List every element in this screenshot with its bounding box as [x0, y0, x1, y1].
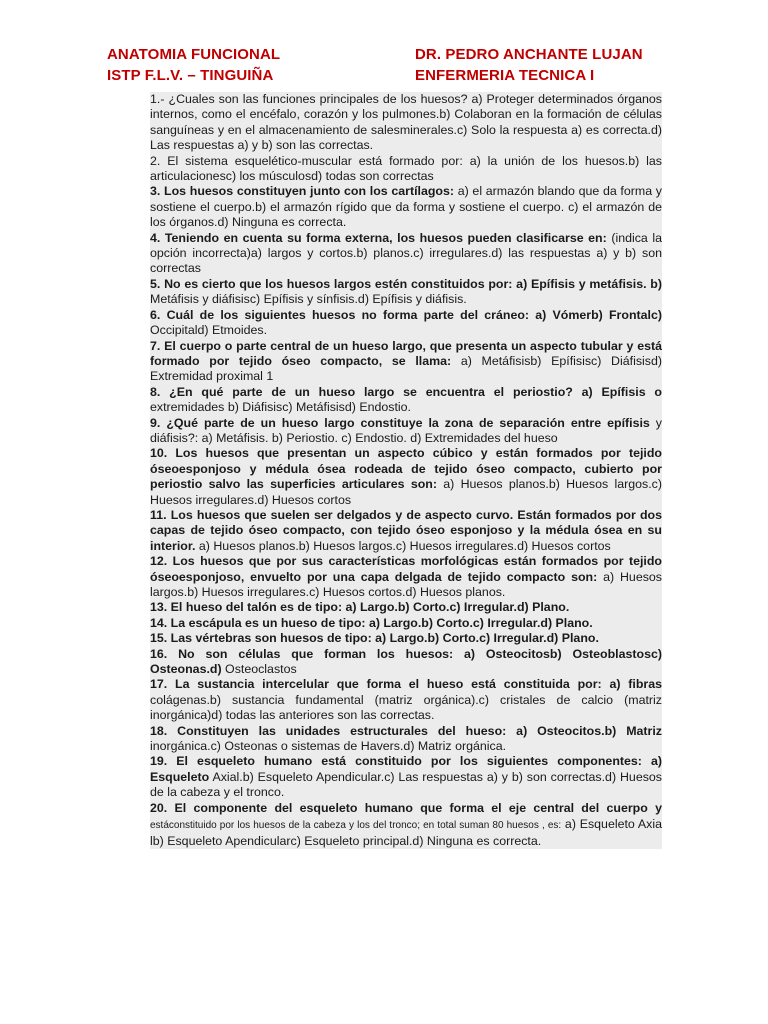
question-6: 6. Cuál de los siguientes huesos no forma parte del cráneo: a) Vómerb) Frontalc) Occipitald) Etmoides. [150, 307, 662, 338]
question-3: 3. Los huesos constituyen junto con los cartílagos: a) el armazón blando que da forma y sostiene el cuerpo.b) el armazón rígido que da forma y sostiene el cuerpo. c) el armazón de los órganos.d) Ninguna es correcta. [150, 184, 662, 230]
question-10: 10. Los huesos que presentan un aspecto cúbico y están formados por tejido óseoesponjoso y médula ósea rodeada de tejido óseo compacto, cubierto por periostio salvo las superficies articulares son: a) Huesos planos.b) Huesos largos.c) Huesos irregulares.d) Huesos cortos [150, 446, 662, 507]
instructor-name: DR. PEDRO ANCHANTE LUJAN [415, 46, 643, 63]
question-20: 20. El componente del esqueleto humano que forma el eje central del cuerpo y estáconstituido por los huesos de la cabeza y los del tronco; en total suman 80 huesos , es: a) Esqueleto Axia lb) Esqueleto Apendicularc) Esqueleto principal.d) Ninguna es correcta. [150, 800, 662, 848]
question-5: 5. No es cierto que los huesos largos estén constituidos por: a) Epífisis y metáfisis. b) Metáfisis y diáfisisc) Epífisis y sínfisis.d) Epífisis y diáfisis. [150, 276, 662, 307]
question-8: 8. ¿En qué parte de un hueso largo se encuentra el periostio? a) Epífisis o extremidades b) Diáfisisc) Metáfisisd) Endostio. [150, 384, 662, 415]
question-19: 19. El esqueleto humano está constituido por los siguientes componentes: a) Esqueleto Axial.b) Esqueleto Apendicular.c) Las respuestas a) y b) son correctas.d) Huesos de la cabeza y el tronco. [150, 754, 662, 800]
question-7: 7. El cuerpo o parte central de un hueso largo, que presenta un aspecto tubular y está formado por tejido óseo compacto, se llama: a) Metáfisisb) Epífisisc) Diáfisisd) Extremidad proximal 1 [150, 338, 662, 384]
question-1: 1.- ¿Cuales son las funciones principales de los huesos? a) Proteger determinados órganos internos, como el encéfalo, corazón y los pulmones.b) Colaboran en la formación de células sanguíneas y en el almacenamiento de salesminerales.c) Solo la respuesta a) es correcta.d) Las respuestas a) y b) son las correctas. [150, 92, 662, 153]
question-12: 12. Los huesos que por sus características morfológicas están formados por tejido óseoesponjoso, envuelto por una capa delgada de tejido compacto son: a) Huesos largos.b) Huesos irregulares.c) Huesos cortos.d) Huesos planos. [150, 554, 662, 599]
question-17: 17. La sustancia intercelular que forma el hueso está constituida por: a) fibras colágenas.b) sustancia fundamental (matriz orgánica).c) cristales de calcio (matriz inorgánica)d) todas las anteriores son las correctas. [150, 677, 662, 723]
question-2: 2. El sistema esquelético-muscular está formado por: a) la unión de los huesos.b) las articulacionesc) los músculosd) todas son correctas [150, 153, 662, 184]
question-11: 11. Los huesos que suelen ser delgados y de aspecto curvo. Están formados por dos capas de tejido óseo compacto, con tejido óseo esponjoso y la médula ósea en su interior. a) Huesos planos.b) Huesos largos.c) Huesos irregulares.d) Huesos cortos [150, 507, 662, 553]
institute-name: ISTP F.L.V. – TINGUIÑA [107, 67, 274, 84]
question-4: 4. Teniendo en cuenta su forma externa, los huesos pueden clasificarse en: (indica la opción incorrecta)a) largos y cortos.b) planos.c) irregulares.d) las respuestas a) y b) son correctas [150, 230, 663, 276]
question-14: 14. La escápula es un hueso de tipo: a) Largo.b) Corto.c) Irregular.d) Plano. [150, 615, 593, 630]
course-title: ANATOMIA FUNCIONAL [107, 46, 281, 63]
question-list [150, 92, 662, 849]
question-18: 18. Constituyen las unidades estructurales del hueso: a) Osteocitos.b) Matriz inorgánica.c) Osteonas o sistemas de Havers.d) Matriz orgánica. [150, 723, 662, 754]
question-16: 16. No son células que forman los huesos: a) Osteocitosb) Osteoblastosc) Osteonas.d) Osteoclastos [150, 646, 662, 677]
question-9: 9. ¿Qué parte de un hueso largo constituye la zona de separación entre epífisis y diáfisis?: a) Metáfisis. b) Periostio. c) Endostio. d) Extremidades del hueso [150, 415, 662, 445]
question-15: 15. Las vértebras son huesos de tipo: a) Largo.b) Corto.c) Irregular.d) Plano. [150, 631, 599, 646]
question-13: 13. El hueso del talón es de tipo: a) Largo.b) Corto.c) Irregular.d) Plano. [150, 600, 570, 615]
program-name: ENFERMERIA TECNICA I [415, 67, 595, 84]
